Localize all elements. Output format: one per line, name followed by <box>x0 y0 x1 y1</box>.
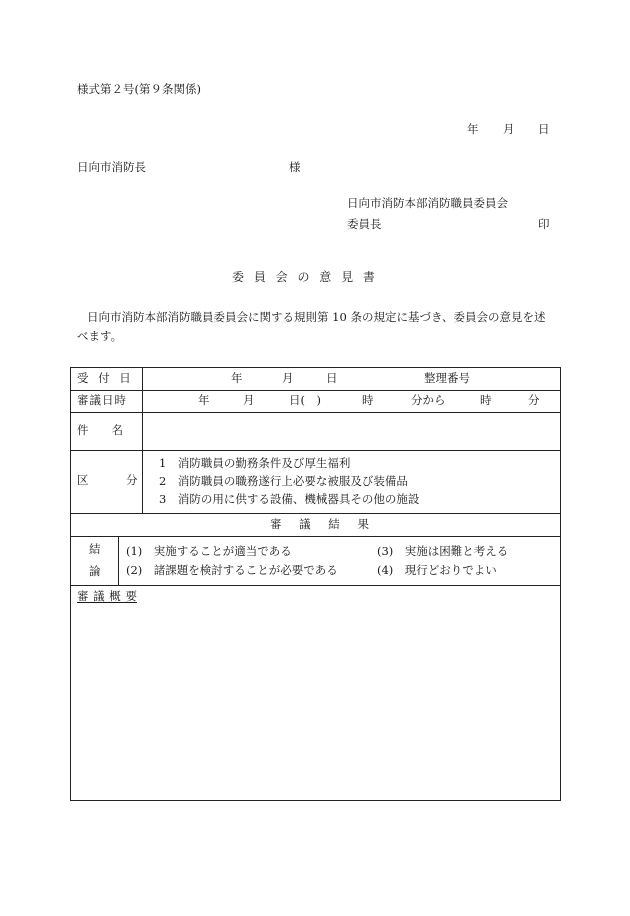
deliberation-hour2: 時 <box>480 393 492 407</box>
sender-seal: 印 <box>538 217 550 231</box>
conclusion-option: (3) 実施は困難と考える <box>377 544 509 558</box>
subject-label: 件 名 <box>77 423 123 437</box>
category-label-left: 区 <box>77 473 89 487</box>
date-month: 月 <box>503 122 515 136</box>
deliberation-minute2: 分 <box>528 393 540 407</box>
date-year: 年 <box>467 122 479 136</box>
conclusion-option: (1) 実施することが適当である <box>126 544 292 558</box>
deliberation-hour: 時 <box>362 393 374 407</box>
summary-area[interactable] <box>72 608 559 798</box>
result-header: 審 議 結 果 <box>270 517 369 531</box>
received-date-label: 受 付 日 <box>77 371 131 385</box>
conclusion-option: (4) 現行どおりでよい <box>377 563 497 577</box>
conclusion-column-divider <box>118 536 119 585</box>
table-divider <box>70 450 561 451</box>
label-column-divider <box>142 367 143 513</box>
addressee-name: 日向市消防長 <box>77 160 146 174</box>
addressee-honorific: 様 <box>289 160 301 174</box>
sender-organization: 日向市消防本部消防職員委員会 <box>347 196 508 210</box>
conclusion-option: (2) 諸課題を検討することが必要である <box>126 563 338 577</box>
conclusion-label-top: 結 <box>89 542 101 556</box>
deliberation-day: 日( ) <box>289 393 321 407</box>
table-divider <box>70 585 561 586</box>
sender-title: 委員長 <box>347 217 382 231</box>
reference-number-label: 整理番号 <box>424 371 470 385</box>
category-label-right: 分 <box>126 473 138 487</box>
category-item: 3 消防の用に供する設備、機械器具その他の施設 <box>159 492 420 506</box>
table-divider <box>70 412 561 413</box>
deliberation-year: 年 <box>198 393 210 407</box>
deliberation-minute-from: 分から <box>411 393 446 407</box>
category-item: 1 消防職員の勤務条件及び厚生福利 <box>159 456 351 470</box>
date-day: 日 <box>538 122 550 136</box>
table-divider <box>70 390 561 391</box>
summary-label: 審 議 概 要 <box>77 589 137 603</box>
form-number: 様式第２号(第９条関係) <box>77 82 201 96</box>
received-year: 年 <box>231 371 243 385</box>
deliberation-date-label: 審議日時 <box>77 393 127 407</box>
deliberation-month: 月 <box>243 393 255 407</box>
table-divider <box>70 513 561 514</box>
category-item: 2 消防職員の職務遂行上必要な被服及び装備品 <box>159 474 408 488</box>
received-day: 日 <box>326 371 338 385</box>
document-title: 委 員 会 の 意 見 書 <box>232 270 375 284</box>
table-divider <box>70 536 561 537</box>
conclusion-label-bottom: 論 <box>89 564 101 578</box>
document-body-line1: 日向市消防本部消防職員委員会に関する規則第 10 条の規定に基づき、委員会の意見を述 <box>87 310 546 324</box>
received-month: 月 <box>282 371 294 385</box>
document-body-line2: べます。 <box>77 329 123 343</box>
